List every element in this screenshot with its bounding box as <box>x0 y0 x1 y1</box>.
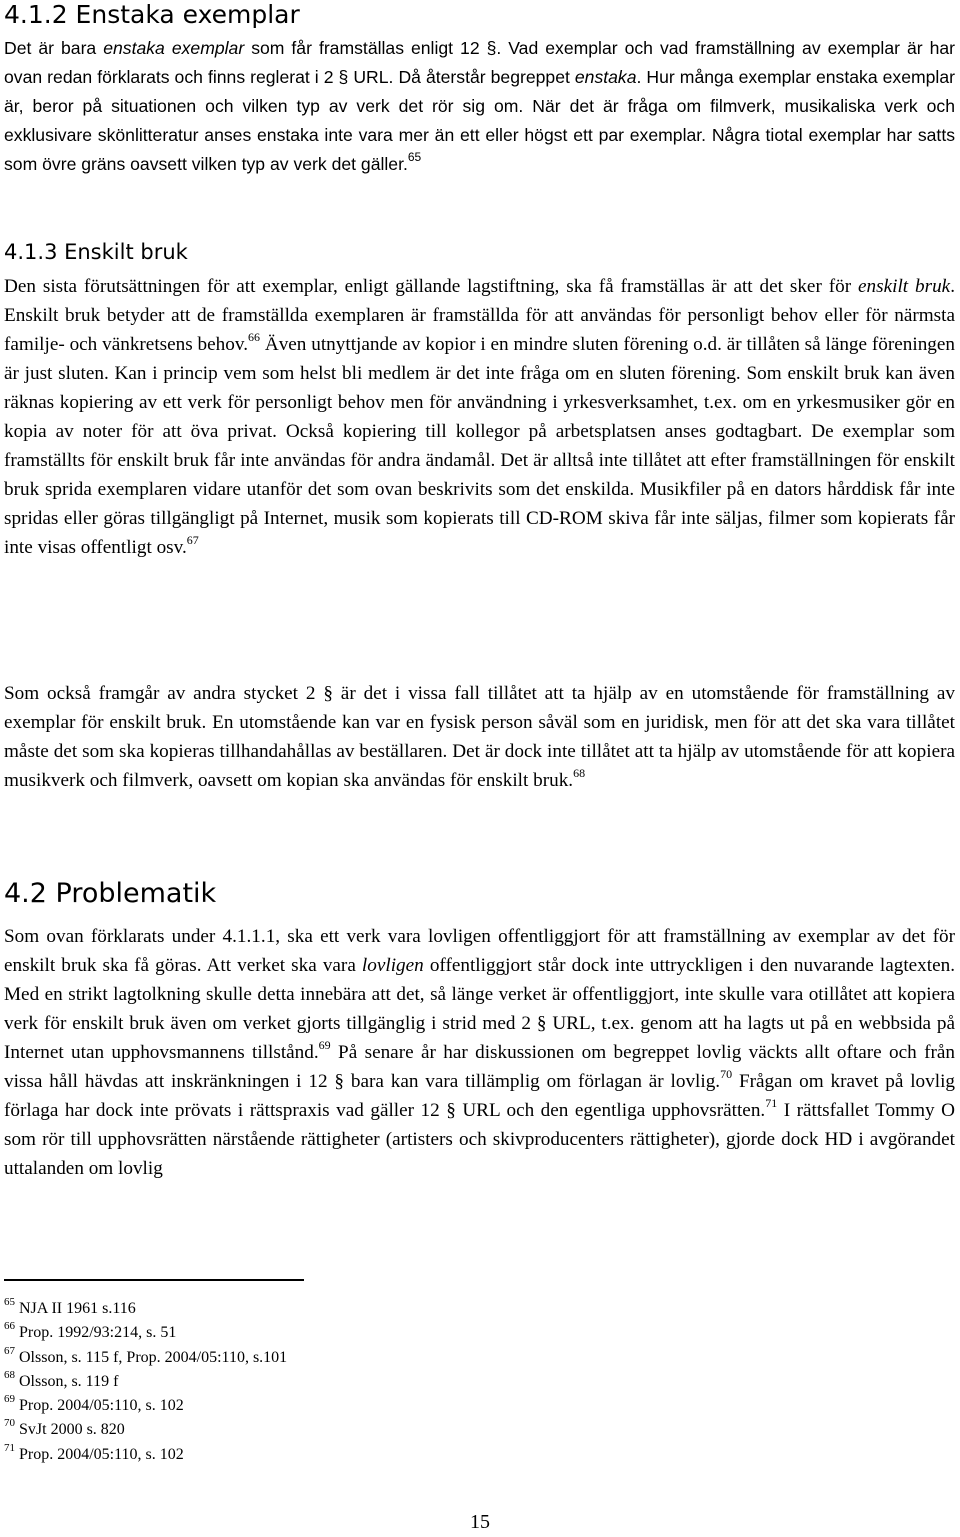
section-heading-4-2: 4.2 Problematik <box>4 878 217 909</box>
paragraph-enskilt-bruk-1: Den sista förutsättningen för att exemplar, enligt gällande lagstiftning, ska få framställas är att det sker för enskilt bruk. Enskilt bruk betyder att de framställda exemplaren är framställda för att användas för personligt behov eller för närmsta familje- och vänkretsens behov.$^{66}$ Även utnyttjande av kopior i en mindre sluten förening o.d. är tillåten så länge föreningen är just sluten. Kan i princip vem som helst bli medlem är det inte fråga om en sluten förening. Som enskilt bruk kan även räknas kopiering av ett verk för personligt behov men för användning i yrkesverksamhet, t.ex. om en yrkesmusiker gör en kopia av noter för att öva privat. Också kopiering till kollegor på arbetsplatsen anses godtagbart. De exemplar som framställts för enskilt bruk får inte användas för andra ändamål. Det är alltså inte tillåtet att efter framställningen för enskilt bruk sprida exemplaren vidare utanför det som ovan beskrivits som det enskilda. Musikfiler på en dators hårddisk får inte spridas eller göras tillgängligt på Internet, musik som kopierats till CD-ROM skiva får inte säljas, filmer som kopierats får inte visas offentligt osv.$^{67}$ <box>4 276 955 558</box>
footnote-65: $^{65}$ NJA II 1961 s.116 <box>4 1296 136 1317</box>
paragraph-enstaka-exemplar: Det är bara enstaka exemplar som får framställas enligt 12 §. Vad exemplar och vad framställning av exemplar är har ovan redan förklarats och finns reglerat i 2 § URL. Då återstår begreppet enstaka. Hur många exemplar enstaka exemplar är, beror på situationen och vilken typ av verk det rör sig om. När det är fråga om filmverk, musikaliska verk och exklusivare skönlitteratur anses enstaka inte vara mer än ett eller högst ett par exemplar. Några tiotal exemplar har satts som övre gräns oavsett vilken typ av verk det gäller.$^{65}$ <box>4 38 956 174</box>
footnote-list <box>4 1297 287 1467</box>
section-heading-4-1-3: 4.1.3 Enskilt bruk <box>4 240 188 264</box>
footnote-separator <box>4 1279 304 1281</box>
footnote-67: $^{67}$ Olsson, s. 115 f, Prop. 2004/05:110, s.101 <box>4 1344 288 1366</box>
footnote-69: $^{69}$ Prop. 2004/05:110, s. 102 <box>4 1393 184 1415</box>
paragraph-problematik: Som ovan förklarats under 4.1.1.1, ska ett verk vara lovligen offentliggjort för att framställning av exemplar av det för enskilt bruk ska få göras. Att verket ska vara lovligen offentliggjort står dock inte uttryckligen i den nuvarande lagtexten. Med en strikt lagtolkning skulle detta innebära att det, så länge verket är offentliggjort, inte skulle vara otillåtet att kopiera verk för enskilt bruk även om verket gjorts tillgänglig i strid med 2 § URL, t.ex. genom att ha lagts ut på en webbsida på Internet utan upphovsmannens tillstånd.$^{69}$ På senare år har diskussionen om begreppet lovlig väckts allt oftare och från vissa håll hävdas att inskränkningen i 12 § bara kan vara tillämplig om förlagan är lovlig.$^{70}$ Frågan om kravet på lovlig förlaga har dock inte prövats i rättspraxis vad gäller 12 § URL och den egentliga upphovsrätten.$^{71}$ I rättsfallet Tommy O som rör till upphovsrätten närstående rättigheter (artisters och skivproducenters rättigheter), gjorde dock HD i avgörandet uttalanden om lovlig <box>4 926 956 1179</box>
footnote-68: $^{68}$ Olsson, s. 119 f <box>4 1368 119 1390</box>
footnote-70: $^{70}$ SvJt 2000 s. 820 <box>4 1417 125 1439</box>
section-heading-4-1-2: 4.1.2 Enstaka exemplar <box>4 0 300 29</box>
paragraph-enskilt-bruk-2: Som också framgår av andra stycket 2 § är det i vissa fall tillåtet att ta hjälp av en utomstående för framställning av exemplar för enskilt bruk. En utomstående kan var en fysisk person såväl som en juridisk, men för att det ska vara tillåtet måste det som ska kopieras tillhandahållas av beställaren. Det är dock inte tillåtet att ta hjälp av utomstående för att kopiera musikverk och filmverk, oavsett om kopian ska användas för enskilt bruk.$^{68}$ <box>4 683 955 791</box>
page-number: 15 <box>470 1511 490 1533</box>
footnote-71: $^{71}$ Prop. 2004/05:110, s. 102 <box>4 1441 184 1463</box>
footnote-66: $^{66}$ Prop. 1992/93:214, s. 51 <box>4 1320 177 1342</box>
